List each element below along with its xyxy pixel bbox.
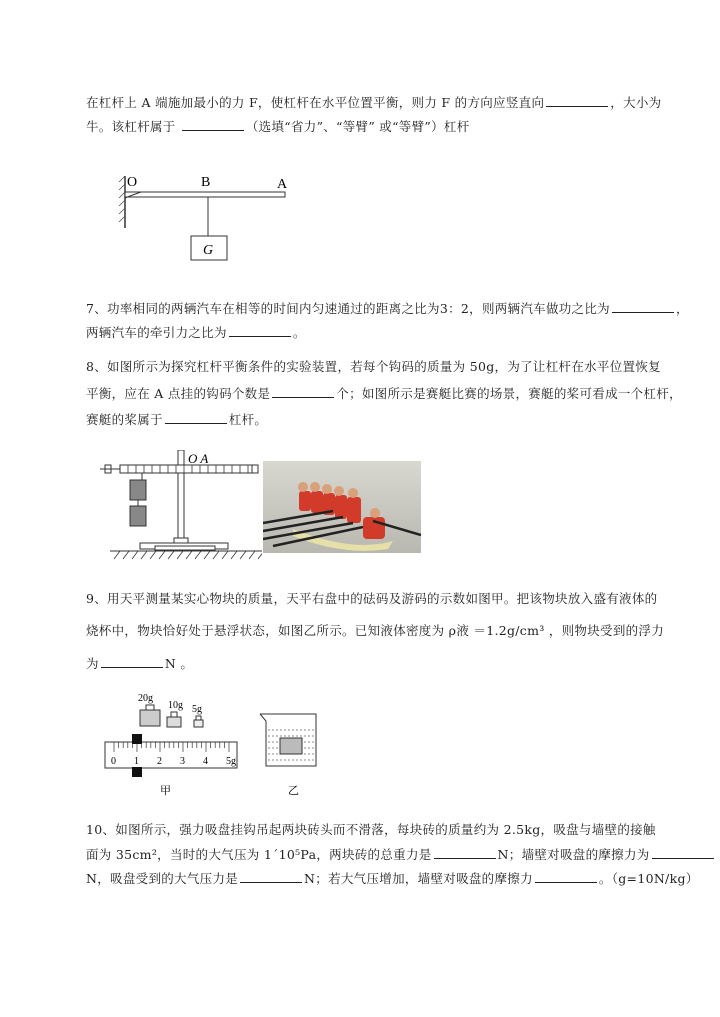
decor-line [231, 551, 237, 559]
decor-line [258, 551, 262, 559]
answer-blank[interactable] [652, 846, 714, 859]
scale-tick-label: 2 [157, 756, 162, 767]
text-segment: 个；如图所示是赛艇比赛的场景，赛艇的桨可看成一个杠杆， [336, 386, 682, 401]
decor-line [141, 551, 147, 559]
scale-tick-label: 4 [203, 756, 208, 767]
text-line [86, 655, 193, 672]
decor-line [222, 551, 228, 559]
text-segment: 在杠杆上 A 端施加最小的力 F，使杠杆在水平位置平衡，则力 F 的方向应竖直向 [86, 95, 545, 110]
decor-line [249, 551, 255, 559]
text-line [86, 359, 661, 375]
text-line [86, 118, 470, 135]
answer-blank[interactable] [272, 385, 334, 398]
decor-line [186, 551, 192, 559]
text-segment: 牛。该杠杆属于 [86, 119, 180, 134]
text-segment: 为 [86, 656, 99, 671]
text-line [86, 94, 661, 111]
answer-blank[interactable] [535, 870, 597, 883]
decor-line [204, 551, 210, 559]
decor-line [150, 551, 156, 559]
text-segment: N 。 [164, 656, 194, 671]
text-segment: 7、功率相同的两辆汽车在相等的时间内匀速通过的距离之比为3：2，则两辆汽车做功之比为 [86, 301, 610, 316]
answer-blank[interactable] [434, 846, 496, 859]
decor-line [132, 551, 138, 559]
text-line [86, 822, 656, 838]
answer-blank[interactable] [546, 94, 608, 107]
text-segment: 面为 35cm²，当时的大气压为 1´10⁵Pa，两块砖的总重力是 [86, 847, 432, 862]
decor-line [177, 551, 183, 559]
text-segment: 烧杯中，物块恰好处于悬浮状态，如图乙所示。已知液体密度为 ρ液 ＝1.2g/cm³ ，则物块受到的浮力 [86, 623, 665, 638]
scale-tick-label: 3 [180, 756, 185, 767]
text-line [86, 591, 657, 607]
text-segment: 9、用天平测量某实心物块的质量，天平右盘中的砝码及游码的示数如图甲。把该物块放入盛有液体的 [86, 591, 658, 606]
caption-yi: 乙 [288, 785, 299, 797]
label-oa: O A [188, 451, 209, 466]
answer-blank[interactable] [229, 324, 291, 337]
text-segment: N；墙壁对吸盘的摩擦力为 [497, 847, 650, 862]
lever-balance-diagram [100, 450, 262, 560]
text-segment: ， [675, 301, 689, 316]
text-segment: N；若大气压增加，墙壁对吸盘的摩擦力 [304, 871, 533, 886]
answer-blank[interactable] [165, 411, 227, 424]
text-segment: 平衡，应在 A 点挂的钩码个数是 [86, 386, 271, 401]
weight-20g-label: 20g [138, 693, 153, 704]
text-line [86, 411, 267, 428]
text-segment: 赛艇的桨属于 [86, 412, 163, 427]
text-segment: 。（g=10N/kg） [598, 871, 699, 886]
answer-blank[interactable] [182, 118, 244, 131]
weight-10g-label: 10g [168, 700, 183, 711]
balance-weights-diagram [100, 688, 340, 800]
answer-blank[interactable] [612, 300, 674, 313]
text-segment: ，大小为 [610, 95, 662, 110]
label-o: O [127, 175, 138, 190]
text-line [86, 846, 716, 863]
text-segment: 杠杆。 [228, 412, 268, 427]
label-g: G [203, 243, 214, 258]
scale-tick-label: 1 [134, 756, 139, 767]
text-segment: 两辆汽车的牵引力之比为 [86, 325, 227, 340]
weight-5g-label: 5g [192, 704, 202, 715]
text-line [86, 385, 682, 402]
decor-line [159, 551, 165, 559]
decor-line [114, 551, 120, 559]
decor-line [123, 551, 129, 559]
decor-line [213, 551, 219, 559]
lever-diagram [115, 168, 295, 268]
text-line [86, 300, 689, 317]
decor-line [168, 551, 174, 559]
scale-tick-label: 0 [111, 756, 116, 767]
text-segment: N，吸盘受到的大气压力是 [86, 871, 239, 886]
text-segment: （选填“省力”、“等臂” 或“等臂”）杠杆 [245, 119, 470, 134]
scale-tick-label: 5g [226, 756, 236, 767]
answer-blank[interactable] [240, 870, 302, 883]
decor-line [240, 551, 246, 559]
text-line [86, 324, 306, 341]
label-a: A [277, 177, 288, 192]
text-segment: 8、如图所示为探究杠杆平衡条件的实验装置，若每个钩码的质量为 50g，为了让杠杆在水平位置恢复 [86, 359, 661, 374]
caption-jia: 甲 [160, 785, 171, 797]
text-line [86, 870, 699, 887]
text-segment: 。 [292, 325, 306, 340]
text-segment: 10、如图所示，强力吸盘挂钩吊起两块砖头而不滑落，每块砖的质量约为 2.5kg，吸盘与墙壁的接触 [86, 822, 656, 837]
label-b: B [201, 175, 211, 190]
answer-blank[interactable] [101, 655, 163, 668]
decor-line [195, 551, 201, 559]
rowing-photo [263, 461, 421, 553]
text-line [86, 623, 664, 639]
